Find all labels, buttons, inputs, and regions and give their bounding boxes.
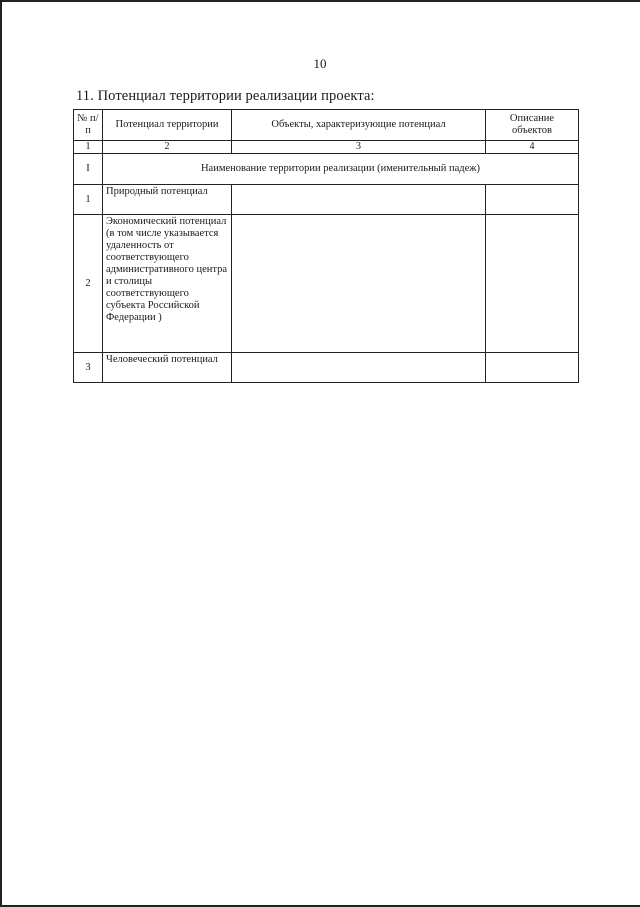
row-objects[interactable] (232, 215, 486, 353)
table-row (74, 215, 579, 353)
page-number: 10 (313, 56, 327, 71)
column-number: 2 (103, 141, 232, 154)
header-objects: Объекты, характеризующие потенциал (232, 110, 486, 141)
row-num: 2 (74, 215, 103, 353)
row-description[interactable] (486, 185, 579, 215)
row-objects[interactable] (232, 185, 486, 215)
section-title: 11. Потенциал территории реализации проекта: (76, 88, 375, 104)
potential-table (73, 109, 579, 383)
header-row (74, 110, 579, 141)
column-number: 4 (486, 141, 579, 154)
column-number: 3 (232, 141, 486, 154)
territory-name-row (74, 154, 579, 185)
header-potential: Потенциал территории (103, 110, 232, 141)
table-row (74, 353, 579, 383)
row-num: 1 (74, 185, 103, 215)
column-number: 1 (74, 141, 103, 154)
table-row (74, 185, 579, 215)
row-potential: Природный потенциал (103, 185, 232, 215)
row-objects[interactable] (232, 353, 486, 383)
territory-name-num: I (74, 154, 103, 185)
row-potential: Человеческий потенциал (103, 353, 232, 383)
row-description[interactable] (486, 215, 579, 353)
territory-name-text: Наименование территории реализации (именительный падеж) (103, 154, 579, 185)
header-num: № п/п (74, 110, 103, 141)
column-numbers-row (74, 141, 579, 154)
row-description[interactable] (486, 353, 579, 383)
row-potential: Экономический потенциал (в том числе указывается удаленность от соответствующего административного центра и столицы соответствующего субъекта Российской Федерации ) (103, 215, 232, 353)
row-num: 3 (74, 353, 103, 383)
header-description: Описание объектов (486, 110, 579, 141)
